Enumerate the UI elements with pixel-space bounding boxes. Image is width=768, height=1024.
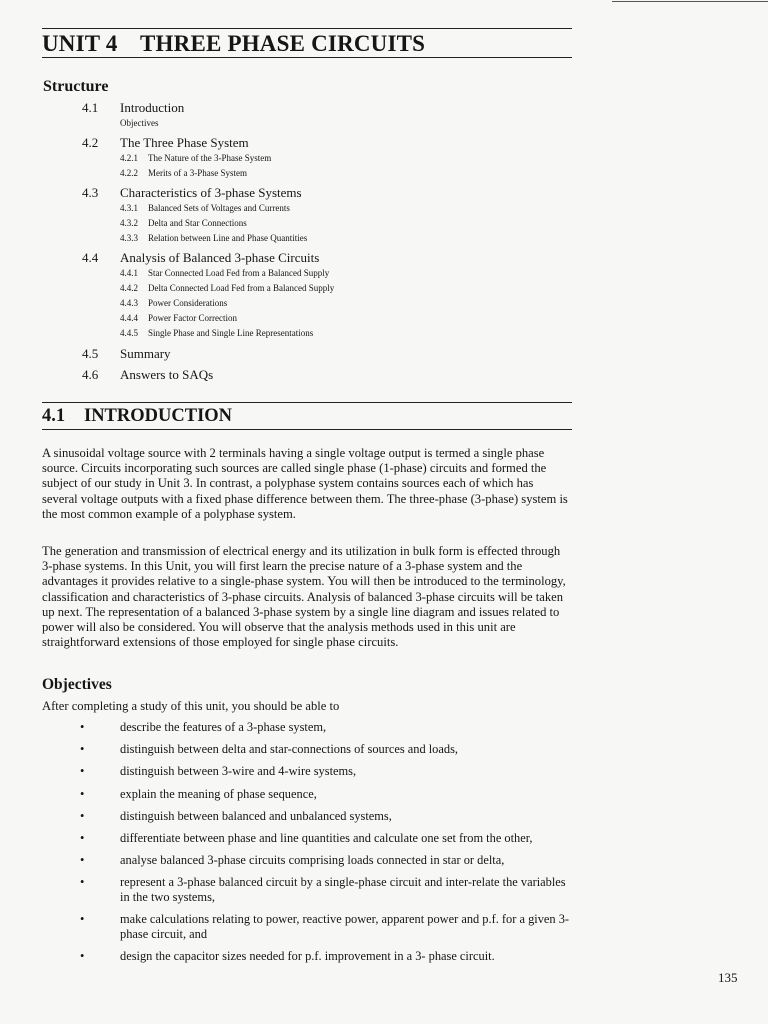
bullet: • (80, 786, 85, 801)
toc-subentry (82, 216, 482, 231)
list-item-text: differentiate between phase and line quantities and calculate one set from the other, (120, 830, 533, 845)
toc-subtitle: Power Considerations (148, 298, 228, 308)
toc-subentry (82, 326, 482, 341)
toc-subnumber: 4.4.3 (120, 298, 138, 308)
toc-subentry (82, 166, 482, 181)
bullet: • (80, 764, 85, 779)
toc-entry (82, 250, 482, 266)
toc-subtitle: Single Phase and Single Line Representations (148, 328, 314, 338)
toc-subnumber: 4.3.3 (120, 233, 138, 243)
toc-section (82, 367, 482, 383)
bullet: • (80, 808, 85, 823)
structure-heading: Structure (43, 78, 109, 95)
unit-title (42, 33, 572, 55)
toc-entry (82, 100, 482, 116)
toc-subnumber: 4.4.2 (120, 283, 138, 293)
objectives-heading: Objectives (42, 676, 112, 693)
intro-paragraph: The generation and transmission of electrical energy and its utilization in bulk form is effected through 3-phase systems. In this Unit, you will first learn the precise nature of a 3-phase system and the advantages it provides relative to a single-phase system. You will then be introduced to the terminology, classification and characteristics of 3-phase circuits. Analysis of balanced 3-phase circuits will be taken up next. The representation of a balanced 3-phase system by a single line diagram and issues related to power will also be considered. You will observe that the analysis methods used in this unit are straightforward extensions of those employed for single phase circuits. (42, 544, 566, 650)
toc-subentry (82, 311, 482, 326)
toc-entry (82, 367, 482, 383)
toc-subtitle: The Nature of the 3-Phase System (148, 153, 272, 163)
toc-subtitle: Star Connected Load Fed from a Balanced Supply (148, 268, 330, 278)
toc-number: 4.4 (82, 250, 99, 265)
list-item-text: distinguish between delta and star-connections of sources and loads, (120, 742, 458, 757)
toc-subnumber: 4.3.2 (120, 218, 138, 228)
list-item-text: explain the meaning of phase sequence, (120, 786, 317, 801)
toc-entry (82, 346, 482, 362)
top-rule (612, 1, 768, 2)
toc-number: 4.5 (82, 346, 99, 361)
bullet: • (80, 720, 85, 734)
bullet: • (80, 875, 85, 890)
toc-subnumber: 4.3.1 (120, 203, 138, 213)
toc-number: 4.2 (82, 135, 99, 150)
toc-subtitle: Delta Connected Load Fed from a Balanced Supply (148, 283, 335, 293)
toc-subnumber: 4.2.1 (120, 153, 138, 163)
toc-subtitle: Power Factor Correction (148, 313, 237, 323)
list-item (80, 720, 570, 735)
bullet: • (80, 912, 85, 927)
toc-subentry (82, 281, 482, 296)
toc-number: 4.1 (82, 100, 99, 115)
objectives-list (80, 720, 570, 971)
section-name: INTRODUCTION (84, 406, 233, 426)
toc-entry (82, 135, 482, 151)
list-item-text: analyse balanced 3-phase circuits comprising loads connected in star or delta, (120, 853, 505, 868)
table-of-contents (82, 100, 482, 383)
toc-section (82, 250, 482, 341)
toc-title: Introduction (120, 100, 185, 115)
list-item-text: design the capacitor sizes needed for p.f. improvement in a 3- phase circuit. (120, 948, 495, 963)
list-item (80, 809, 570, 824)
section-number: 4.1 (42, 406, 66, 426)
list-item (80, 875, 570, 904)
toc-subentry (82, 151, 482, 166)
toc-subentry (82, 266, 482, 281)
list-item-text: distinguish between 3-wire and 4-wire systems, (120, 764, 357, 779)
list-item (80, 912, 570, 941)
list-item-text: make calculations relating to power, reactive power, apparent power and p.f. for a given 3-phase circuit, and (120, 912, 570, 941)
list-item-text: describe the features of a 3-phase system, (120, 720, 327, 734)
intro-paragraph: A sinusoidal voltage source with 2 terminals having a single voltage output is termed a single phase source. Circuits incorporating such sources are called single phase (1-phase) circuits and formed the subject of our study in Unit 3. In contrast, a polyphase system contains sources each of which has several voltage outputs with a fixed phase difference between them. The three-phase (3-phase) system is the most common example of a polyphase system. (42, 446, 568, 521)
list-item-text: distinguish between balanced and unbalanced systems, (120, 808, 392, 823)
bullet: • (80, 742, 85, 757)
toc-number: 4.3 (82, 185, 99, 200)
toc-subtitle: Merits of a 3-Phase System (148, 168, 247, 178)
list-item-text: represent a 3-phase balanced circuit by a single-phase circuit and inter-relate the variables in the two systems, (120, 875, 566, 904)
list-item (80, 764, 570, 779)
toc-subnumber: 4.4.4 (120, 313, 138, 323)
unit-header (42, 28, 572, 58)
toc-objectives: Objectives (120, 118, 159, 128)
toc-subtitle: Relation between Line and Phase Quantities (148, 233, 308, 243)
list-item (80, 831, 570, 846)
toc-section (82, 346, 482, 362)
section-header (42, 402, 572, 430)
objectives-intro: After completing a study of this unit, you should be able to (42, 699, 340, 713)
toc-title: The Three Phase System (120, 135, 249, 150)
bullet: • (80, 948, 85, 963)
list-item (80, 787, 570, 802)
page-number: 135 (718, 970, 738, 985)
bullet: • (80, 853, 85, 868)
toc-entry (82, 185, 482, 201)
list-item (80, 853, 570, 868)
toc-number: 4.6 (82, 367, 99, 382)
toc-subentry (82, 231, 482, 246)
toc-subtitle: Balanced Sets of Voltages and Currents (148, 203, 290, 213)
toc-subnumber: 4.4.1 (120, 268, 138, 278)
toc-title: Summary (120, 346, 171, 361)
unit-name: THREE PHASE CIRCUITS (140, 31, 426, 56)
unit-number: UNIT 4 (42, 31, 118, 56)
list-item (80, 742, 570, 757)
toc-subnumber: 4.4.5 (120, 328, 138, 338)
section-title (42, 405, 572, 427)
list-item (80, 949, 570, 964)
toc-title: Answers to SAQs (120, 367, 214, 382)
toc-section (82, 185, 482, 246)
toc-title: Analysis of Balanced 3-phase Circuits (120, 250, 320, 265)
toc-subtitle: Delta and Star Connections (148, 218, 247, 228)
toc-section (82, 135, 482, 181)
toc-subnumber: 4.2.2 (120, 168, 138, 178)
bullet: • (80, 830, 85, 845)
toc-section (82, 100, 482, 130)
toc-subentry (82, 296, 482, 311)
toc-subentry (82, 201, 482, 216)
toc-title: Characteristics of 3-phase Systems (120, 185, 302, 200)
